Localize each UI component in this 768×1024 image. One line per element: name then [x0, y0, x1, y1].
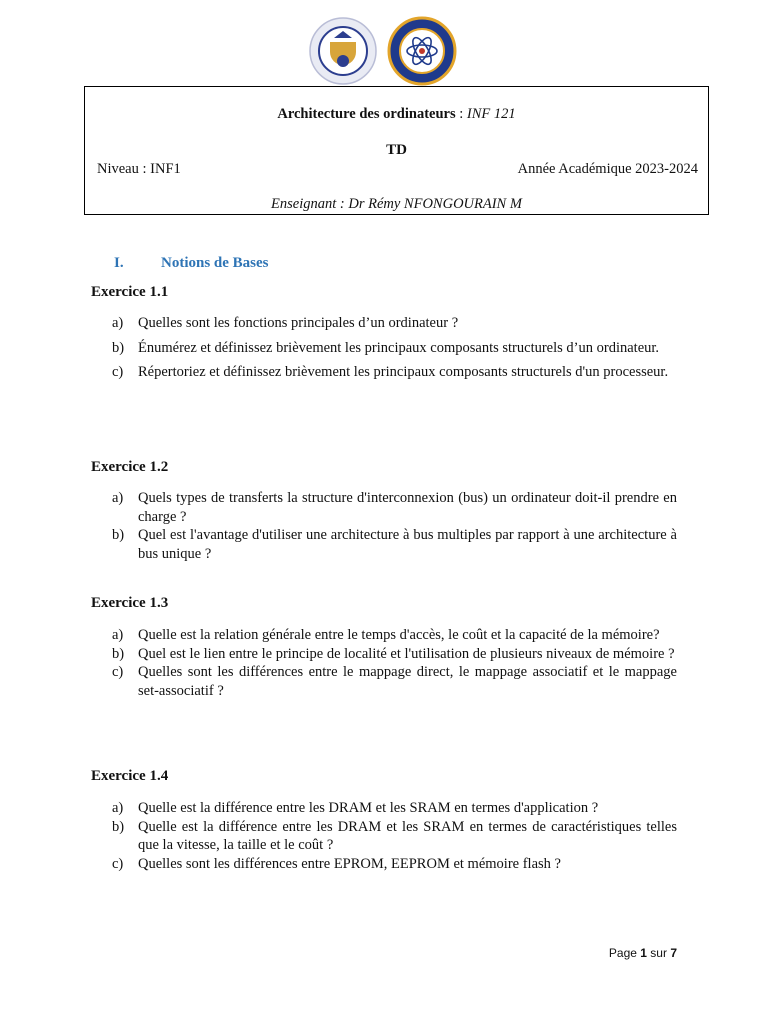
header-box [84, 86, 709, 215]
page-current: 1 [640, 946, 647, 960]
course-title-line [85, 106, 708, 123]
list-item [112, 818, 677, 855]
university-seal-icon [308, 16, 378, 86]
question-list [112, 626, 677, 700]
list-item [112, 526, 677, 563]
list-item [112, 339, 677, 358]
question-text: Répertoriez et définissez brièvement les principaux composants structurels d'un processeur. [138, 364, 669, 380]
question-label: c) [112, 664, 124, 680]
question-label: a) [112, 315, 124, 331]
question-text: Quelles sont les différences entre EPROM, EEPROM et mémoire flash ? [138, 855, 561, 872]
list-item [112, 645, 677, 664]
question-text: Quelle est la relation générale entre le temps d'accès, le coût et la capacité de la mémoire? [138, 627, 660, 643]
course-title: Architecture des ordinateurs [277, 106, 456, 122]
question-label: b) [112, 339, 125, 356]
list-item [112, 626, 677, 645]
page-number [609, 946, 677, 960]
page-prefix: Page [608, 946, 641, 960]
question-label: b) [112, 527, 125, 543]
academic-year: Année Académique 2023-2024 [517, 161, 698, 177]
list-item [112, 855, 677, 874]
question-text: Quelle est la différence entre les DRAM et les SRAM en termes d'application ? [138, 800, 599, 816]
question-text: Quelle est la différence entre les DRAM et les SRAM en termes de caractéristiques telles que la vitesse, la taille et le coût ? [138, 818, 677, 853]
question-label: a) [112, 627, 124, 643]
question-text: Quel est le lien entre le principe de localité et l'utilisation de plusieurs niveaux de mémoire ? [138, 645, 675, 662]
faculty-of-science-seal-icon [387, 16, 457, 86]
question-label: c) [112, 855, 124, 872]
exercise-title: Exercice 1.1 [91, 284, 169, 300]
section-title: Notions de Bases [161, 255, 269, 271]
list-item [112, 314, 677, 333]
exercise-title: Exercice 1.2 [91, 459, 169, 475]
list-item [112, 489, 677, 526]
exercise-title: Exercice 1.4 [91, 768, 169, 784]
question-label: b) [112, 645, 125, 662]
section-heading [114, 255, 269, 272]
list-item [112, 799, 677, 818]
list-item [112, 663, 677, 700]
page-total: 7 [670, 946, 677, 960]
question-text: Quels types de transferts la structure d'interconnexion (bus) un ordinateur doit-il prendre en charge ? [138, 490, 677, 525]
question-label: a) [112, 490, 124, 506]
question-label: c) [112, 364, 124, 380]
exercise-title: Exercice 1.3 [91, 595, 169, 611]
question-list [112, 489, 677, 563]
logos [0, 16, 768, 88]
question-list [112, 314, 677, 382]
course-separator: : [455, 106, 467, 122]
teacher: Enseignant : Dr Rémy NFONGOURAIN M [271, 196, 522, 212]
question-text: Quel est l'avantage d'utiliser une architecture à bus multiples par rapport à une architecture à bus unique ? [138, 527, 677, 562]
question-list [112, 799, 677, 873]
question-text: Quelles sont les différences entre le mappage direct, le mappage associatif et le mappage set-associatif ? [138, 664, 677, 699]
page-middle: sur [646, 946, 671, 960]
question-text: Quelles sont les fonctions principales d’un ordinateur ? [138, 315, 459, 331]
question-label: b) [112, 818, 125, 835]
course-code: INF 121 [466, 106, 516, 122]
list-item [112, 363, 677, 382]
level: Niveau : INF1 [97, 161, 181, 177]
document-type: TD [386, 142, 407, 158]
section-number: I. [114, 255, 124, 271]
question-text: Énumérez et définissez brièvement les principaux composants structurels d’un ordinateur. [138, 339, 660, 356]
question-label: a) [112, 800, 124, 816]
